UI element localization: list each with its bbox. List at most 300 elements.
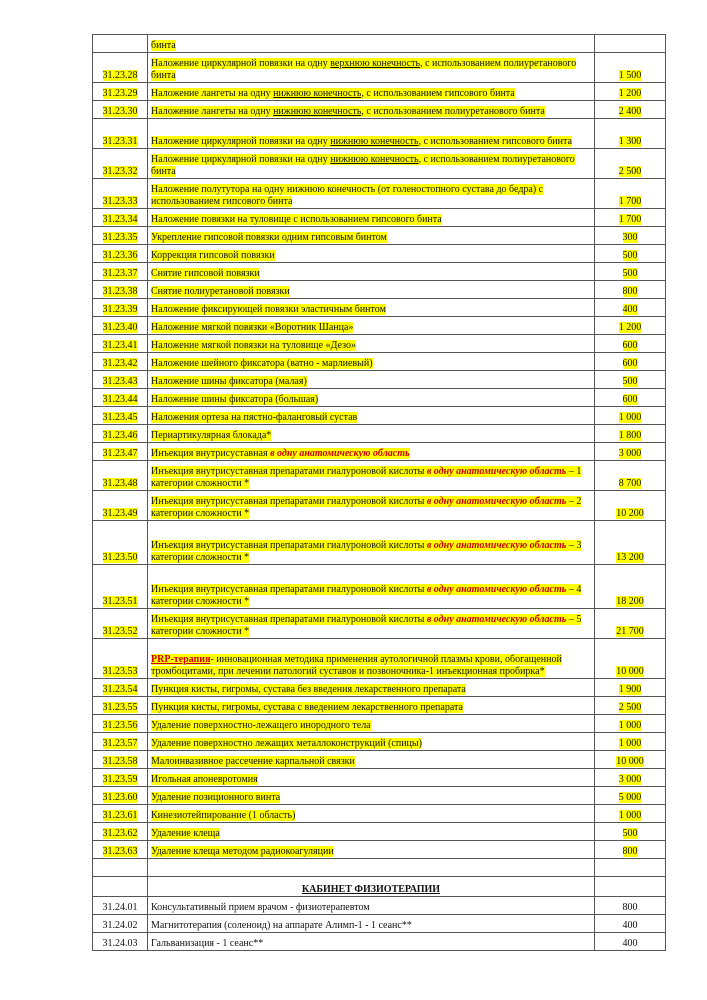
service-price: 8 700 [618,478,642,489]
service-name-cell [148,609,595,639]
service-code: 31.23.44 [102,394,138,405]
service-name-part: Удаление позиционного винта [151,792,281,803]
service-name-part: , с использованием полиуретанового бинта [151,58,577,81]
table-row [93,317,666,335]
service-name-cell [148,715,595,733]
code-cell [93,53,148,83]
service-code: 31.23.32 [102,166,138,177]
table-row [93,299,666,317]
table-row [93,521,666,565]
code-cell [93,263,148,281]
service-name-part: нижнюю конечность [273,88,362,99]
service-code: 31.23.48 [102,478,138,489]
table-row [93,823,666,841]
service-name-cell [148,119,595,149]
service-code: 31.23.47 [102,448,138,459]
price-cell [595,679,666,697]
price-cell [595,715,666,733]
service-name-part: Удаление поверхностно лежащих металлоконструкций (спицы) [151,738,422,749]
price-cell [595,299,666,317]
service-code: 31.23.31 [102,136,138,147]
service-price: 1 000 [618,738,642,749]
price-cell [595,83,666,101]
service-name-cell [148,769,595,787]
service-code: 31.23.51 [102,596,138,607]
service-code: 31.23.35 [102,232,138,243]
table-row [93,565,666,609]
service-name-part: Удаление клеща методом радиокоагуляции [151,846,334,857]
price-cell [595,335,666,353]
price-cell [595,461,666,491]
service-code: 31.23.54 [102,684,138,695]
service-code: 31.23.42 [102,358,138,369]
service-code: 31.23.45 [102,412,138,423]
service-name-part: – 5 категории сложности * [151,614,582,637]
service-price: 1 700 [618,214,642,225]
code-cell [93,565,148,609]
service-name-part: Наложения ортеза на пястно-фаланговый сустав [151,412,358,423]
service-name-part: нижнюю конечность [330,136,419,147]
price-table [92,34,666,951]
service-code: 31.23.39 [102,304,138,315]
service-name-part: Наложение шины фиксатора (малая) [151,376,307,387]
service-name-cell [148,179,595,209]
price-cell [595,407,666,425]
price-cell [595,609,666,639]
section-title: КАБИНЕТ ФИЗИОТЕРАПИИ [148,877,595,897]
table-row [93,751,666,769]
service-code: 31.23.46 [102,430,138,441]
service-name-part: Наложение лангеты на одну [151,106,274,117]
code-cell [93,823,148,841]
service-code: 31.23.62 [102,828,138,839]
code-cell [93,521,148,565]
service-price: 800 [622,286,638,297]
service-name-part: Пункция кисты, гигромы, сустава без введения лекарственного препарата [151,684,466,695]
service-name-part: Снятие полиуретановой повязки [151,286,290,297]
price-cell [595,119,666,149]
service-price: 10 000 [616,756,644,767]
code-cell [93,609,148,639]
service-name-part: нижнюю конечность [273,106,362,117]
service-code: 31.23.50 [102,552,138,563]
service-code: 31.23.49 [102,508,138,519]
service-price: 1 300 [618,136,642,147]
service-name-cell [148,491,595,521]
table-row [93,53,666,83]
service-name-part: Снятие гипсовой повязки [151,268,260,279]
service-name-part: Инъекция внутрисуставная препаратами гиалуроновой кислоты [151,496,427,507]
table-row [93,425,666,443]
service-code: 31.23.40 [102,322,138,333]
service-code: 31.23.52 [102,626,138,637]
service-name-part: , с использованием полиуретанового бинта [361,106,545,117]
price-cell [595,35,666,53]
service-code: 31.23.37 [102,268,138,279]
code-cell [93,751,148,769]
table-row [93,805,666,823]
table-row [93,609,666,639]
table-row [93,461,666,491]
service-name-cell [148,841,595,859]
service-name-cell [148,101,595,119]
code-cell [93,299,148,317]
service-name-cell [148,317,595,335]
table-row [93,83,666,101]
service-name: бинта [151,40,176,51]
service-name-part: Периартикулярная блокада* [151,430,272,441]
empty-cell [148,859,595,877]
service-name-cell [148,263,595,281]
service-price: 1 000 [618,720,642,731]
code-cell [93,679,148,697]
service-code: 31.23.61 [102,810,138,821]
service-code: 31.24.02 [93,915,148,933]
service-price: 500 [622,268,638,279]
service-price: 1 200 [618,88,642,99]
price-cell [595,697,666,715]
service-name-part: Наложение лангеты на одну [151,88,274,99]
service-price: 13 200 [616,552,644,563]
service-name-part: Наложение циркулярной повязки на одну [151,136,331,147]
table-row [93,787,666,805]
service-name-part: Наложение фиксирующей повязки эластичным бинтом [151,304,386,315]
code-cell [93,841,148,859]
code-cell [93,353,148,371]
table-row [93,149,666,179]
service-name-part: , с использованием гипсового бинта [418,136,572,147]
price-cell [595,425,666,443]
service-name-part: - инновационная методика применения аутологичной плазмы крови, обогащенной тромбоцитами, при лечении патологий суставов и позвоночника-1 инъекционная пробирка* [151,654,562,677]
service-name-cell [148,787,595,805]
service-name: Гальванизация - 1 сеанс** [148,933,595,951]
service-name-cell [148,389,595,407]
price-cell [595,751,666,769]
service-name-part: Игольная апоневротомия [151,774,258,785]
service-price: 18 200 [616,596,644,607]
service-name-part: Пункция кисты, гигромы, сустава с введением лекарственного препарата [151,702,463,713]
code-cell [93,209,148,227]
table-row [93,639,666,679]
service-name-cell [148,733,595,751]
table-row [93,179,666,209]
table-row [93,407,666,425]
service-price: 10 200 [616,508,644,519]
price-cell [595,769,666,787]
code-cell [93,769,148,787]
service-name-cell [148,371,595,389]
price-cell [595,805,666,823]
table-row-empty [93,859,666,877]
price-cell [595,53,666,83]
code-cell [93,389,148,407]
price-cell [595,209,666,227]
service-name-cell [148,53,595,83]
service-price: 1 500 [618,70,642,81]
service-code: 31.23.56 [102,720,138,731]
table-row [93,697,666,715]
price-cell [595,149,666,179]
code-cell [93,425,148,443]
table-row [93,245,666,263]
service-code: 31.23.28 [102,70,138,81]
service-price: 800 [622,846,638,857]
service-price: 500 [622,376,638,387]
table-row [93,101,666,119]
table-row [93,679,666,697]
price-cell [595,227,666,245]
service-code: 31.23.63 [102,846,138,857]
empty-cell [595,859,666,877]
service-price: 1 800 [618,430,642,441]
service-name-part: Наложение повязки на туловище с использованием гипсового бинта [151,214,442,225]
service-name-part: Коррекция гипсовой повязки [151,250,275,261]
table-row [93,389,666,407]
service-code: 31.23.57 [102,738,138,749]
service-code: 31.23.33 [102,196,138,207]
service-name-cell [148,679,595,697]
service-price: 400 [622,304,638,315]
service-price: 2 500 [618,702,642,713]
service-name-cell [148,565,595,609]
service-name-part: – 1 категории сложности * [151,466,582,489]
service-name-cell [148,823,595,841]
table-row [93,209,666,227]
code-cell [93,407,148,425]
service-code: 31.23.59 [102,774,138,785]
table-row [93,933,666,951]
empty-cell [93,859,148,877]
section-header-row [93,877,666,897]
service-name-cell [148,83,595,101]
code-cell [93,317,148,335]
service-name-part: Наложение шины фиксатора (большая) [151,394,319,405]
service-code: 31.23.55 [102,702,138,713]
service-price: 1 200 [618,322,642,333]
service-name-part: Укрепление гипсовой повязки одним гипсовым бинтом [151,232,387,243]
service-price: 500 [622,828,638,839]
service-name-cell [148,281,595,299]
table-row [93,715,666,733]
service-price: 1 700 [618,196,642,207]
service-name-part: Наложение циркулярной повязки на одну [151,154,331,165]
service-name-cell [148,407,595,425]
service-name-part: Кинезиотейпирование (1 область) [151,810,296,821]
service-price: 600 [622,358,638,369]
service-name-cell [148,461,595,491]
price-cell [595,353,666,371]
table-row [93,281,666,299]
service-name-part: , с использованием полиуретанового бинта [151,154,575,177]
service-code: 31.23.41 [102,340,138,351]
service-name-part: Наложение мягкой повязки на туловище «Дезо» [151,340,356,351]
table-row [93,897,666,915]
price-cell [595,101,666,119]
code-cell [93,371,148,389]
service-code: 31.24.03 [93,933,148,951]
code-cell [93,179,148,209]
price-cell [595,179,666,209]
code-cell [93,335,148,353]
service-name-part: Наложение мягкой повязки «Воротник Шанца» [151,322,354,333]
service-price: 21 700 [616,626,644,637]
table-row [93,491,666,521]
service-price: 1 000 [618,412,642,423]
code-cell [93,787,148,805]
service-name-part: в одну анатомическую область [426,540,567,551]
service-name-part: , с использованием гипсового бинта [361,88,515,99]
service-name-part: Инъекция внутрисуставная препаратами гиалуроновой кислоты [151,540,427,551]
table-row [93,263,666,281]
code-cell [93,491,148,521]
code-cell [93,119,148,149]
service-code: 31.23.34 [102,214,138,225]
service-name-part: Наложение циркулярной повязки на одну [151,58,331,69]
code-cell [93,461,148,491]
service-name-part: Удаление клеща [151,828,220,839]
price-cell [595,877,666,897]
service-name-cell [148,353,595,371]
price-cell [595,263,666,281]
service-price: 500 [622,250,638,261]
price-cell [595,245,666,263]
price-cell [595,639,666,679]
service-code: 31.23.43 [102,376,138,387]
code-cell [93,149,148,179]
service-code: 31.23.58 [102,756,138,767]
service-name-part: Удаление поверхностно-лежащего инородного тела [151,720,371,731]
table-row [93,119,666,149]
table-row [93,841,666,859]
service-code: 31.23.60 [102,792,138,803]
price-cell [595,565,666,609]
service-price: 300 [622,232,638,243]
service-code: 31.23.36 [102,250,138,261]
service-price: 600 [622,394,638,405]
service-name-cell [148,335,595,353]
service-name-part: Инъекция внутрисуставная препаратами гиалуроновой кислоты [151,584,427,595]
service-price: 1 900 [618,684,642,695]
service-price: 400 [595,933,666,951]
table-row [93,227,666,245]
service-name-part: Наложение шейного фиксатора (ватно - марлиевый) [151,358,373,369]
table-row [93,769,666,787]
service-name-cell [148,697,595,715]
table-row [93,443,666,461]
service-price: 2 500 [618,166,642,177]
code-cell [93,697,148,715]
code-cell [93,443,148,461]
service-name: Магнитотерапия (соленоид) на аппарате Алимп-1 - 1 сеанс** [148,915,595,933]
code-cell [93,35,148,53]
service-price: 400 [595,915,666,933]
service-name-part: Малоинвазивное рассечение карпальной связки [151,756,355,767]
service-name-part: в одну анатомическую область [270,448,410,459]
service-name-part: Инъекция внутрисуставная препаратами гиалуроновой кислоты [151,614,427,625]
service-name-cell [148,299,595,317]
price-cell [595,823,666,841]
service-price: 2 400 [618,106,642,117]
service-name-part: в одну анатомическую область [426,496,567,507]
table-row-continued [93,35,666,53]
table-row [93,915,666,933]
service-name-part: – 4 категории сложности * [151,584,582,607]
service-name-cell [148,245,595,263]
price-table-body [93,35,666,951]
service-name-part: – 3 категории сложности * [151,540,582,563]
service-name-cell [148,35,595,53]
code-cell [93,227,148,245]
code-cell [93,733,148,751]
price-cell [595,371,666,389]
table-row [93,353,666,371]
service-name-cell [148,149,595,179]
service-price: 800 [595,897,666,915]
table-row [93,733,666,751]
service-price: 10 000 [616,666,644,677]
service-name-cell [148,209,595,227]
service-code: 31.23.29 [102,88,138,99]
service-name-part: Наложение полутутора на одну нижнюю конечность (от голеностопного сустава до бедра) с использованием гипсового бинта [151,184,544,207]
service-name-cell [148,805,595,823]
service-name-part: в одну анатомическую область [426,614,567,625]
price-cell [595,491,666,521]
service-name-part: – 2 категории сложности * [151,496,582,519]
service-code: 31.23.30 [102,106,138,117]
price-cell [595,317,666,335]
price-cell [595,841,666,859]
service-price: 3 000 [618,448,642,459]
service-name-part: Инъекция внутрисуставная [151,448,271,459]
price-cell [595,281,666,299]
code-cell [93,245,148,263]
service-code: 31.23.38 [102,286,138,297]
service-name-cell [148,443,595,461]
price-cell [595,733,666,751]
code-cell [93,805,148,823]
service-name-part: Инъекция внутрисуставная препаратами гиалуроновой кислоты [151,466,427,477]
service-name-cell [148,521,595,565]
service-name-cell [148,639,595,679]
price-cell [595,521,666,565]
service-name-cell [148,227,595,245]
code-cell [93,877,148,897]
code-cell [93,639,148,679]
table-row [93,371,666,389]
service-price: 600 [622,340,638,351]
service-name-cell [148,751,595,769]
service-name-part: нижнюю конечность [330,154,419,165]
code-cell [93,101,148,119]
service-price: 5 000 [618,792,642,803]
service-name-part: в одну анатомическую область [426,584,567,595]
service-name-cell [148,425,595,443]
price-cell [595,389,666,407]
price-cell [595,787,666,805]
service-code: 31.23.53 [102,666,138,677]
service-name: Консультативный прием врачом - физиотерапевтом [148,897,595,915]
code-cell [93,281,148,299]
code-cell [93,83,148,101]
table-row [93,335,666,353]
service-price: 1 000 [618,810,642,821]
service-name-part: верхнюю конечность [330,58,421,69]
price-cell [595,443,666,461]
service-name-part: PRP-терапия [151,654,211,665]
service-name-part: в одну анатомическую область [426,466,567,477]
service-code: 31.24.01 [93,897,148,915]
service-price: 3 000 [618,774,642,785]
